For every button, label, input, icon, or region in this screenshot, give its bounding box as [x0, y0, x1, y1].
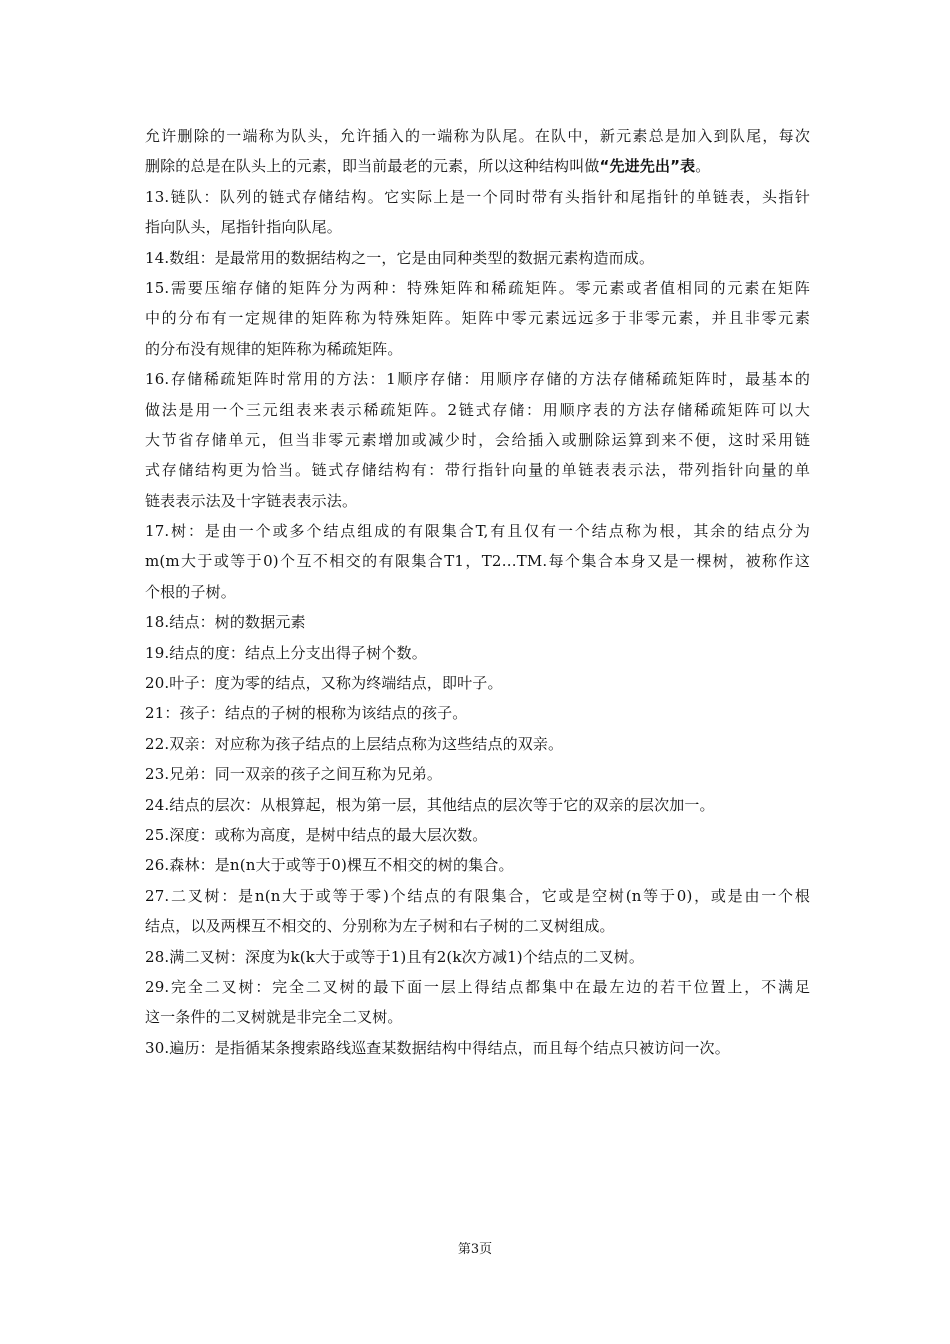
- text-line: 17.树：是由一个或多个结点组成的有限集合T,有且仅有一个结点称为根，其余的结点分为: [145, 522, 810, 541]
- text-line: 个根的子树。: [145, 582, 236, 601]
- text-line: 这一条件的二叉树就是非完全二叉树。: [145, 1008, 403, 1027]
- text-line: 16.存储稀疏矩阵时常用的方法：1顺序存储：用顺序存储的方法存储稀疏矩阵时，最基本的: [145, 370, 810, 389]
- text-line: m(m大于或等于0)个互不相交的有限集合T1，T2…TM.每个集合本身又是一棵树，被称作这: [145, 552, 810, 571]
- text-line: 中的分布有一定规律的矩阵称为特殊矩阵。矩阵中零元素远远多于非零元素，并且非零元素: [145, 309, 810, 328]
- text-line: 允许删除的一端称为队头，允许插入的一端称为队尾。在队中，新元素总是加入到队尾，每次: [145, 127, 810, 145]
- text-line: 19.结点的度：结点上分支出得子树个数。: [145, 643, 427, 662]
- text-line: 的分布没有规律的矩阵称为稀疏矩阵。: [145, 339, 403, 358]
- text-line: 指向队头，尾指针指向队尾。: [145, 218, 342, 237]
- text-segment: 删除的总是在队头上的元素，即当前最老的元素，所以这种结构叫做: [145, 157, 600, 176]
- text-line: 28.满二叉树：深度为k(k大于或等于1)且有2(k次方减1)个结点的二叉树。: [145, 947, 645, 966]
- text-line: 式存储结构更为恰当。链式存储结构有：带行指针向量的单链表表示法，带列指针向量的单: [145, 461, 810, 480]
- text-line: 30.遍历：是指循某条搜索路线巡查某数据结构中得结点，而且每个结点只被访问一次。: [145, 1038, 730, 1057]
- text-segment: 。: [695, 157, 711, 176]
- text-line: 21：孩子：结点的子树的根称为该结点的孩子。: [145, 704, 468, 723]
- text-line: 23.兄弟：同一双亲的孩子之间互称为兄弟。: [145, 765, 443, 784]
- text-line: 结点，以及两棵互不相交的、分别称为左子树和右子树的二叉树组成。: [145, 917, 615, 936]
- text-line: 14.数组：是最常用的数据结构之一，它是由同种类型的数据元素构造而成。: [145, 248, 655, 267]
- text-line: 13.链队：队列的链式存储结构。它实际上是一个同时带有头指针和尾指针的单链表，头指针: [145, 187, 810, 206]
- text-line: 大节省存储单元，但当非零元素增加或减少时，会给插入或删除运算到来不便，这时采用链: [145, 430, 810, 449]
- text-line: 29.完全二叉树：完全二叉树的最下面一层上得结点都集中在最左边的若干位置上，不满足: [145, 977, 810, 996]
- text-line: 26.森林：是n(n大于或等于0)棵互不相交的树的集合。: [145, 856, 514, 875]
- page-number: 第3页: [457, 1242, 493, 1257]
- text-line: 24.结点的层次：从根算起，根为第一层，其他结点的层次等于它的双亲的层次加一。: [145, 795, 715, 814]
- text-line: 链表表示法及十字链表表示法。: [145, 491, 358, 510]
- bold-term: “先进先出”表: [599, 157, 696, 176]
- text-line: 18.结点：树的数据元素: [145, 613, 306, 632]
- text-line: 做法是用一个三元组表来表示稀疏矩阵。2链式存储：用顺序表的方法存储稀疏矩阵可以大: [145, 400, 810, 419]
- text-line: 15.需要压缩存储的矩阵分为两种：特殊矩阵和稀疏矩阵。零元素或者值相同的元素在矩阵: [145, 278, 810, 297]
- text-line: 25.深度：或称为高度，是树中结点的最大层次数。: [145, 825, 488, 844]
- document-body: [145, 121, 810, 1063]
- text-line: 20.叶子：度为零的结点，又称为终端结点，即叶子。: [145, 674, 503, 693]
- text-line: [145, 151, 810, 181]
- text-line: 22.双亲：对应称为孩子结点的上层结点称为这些结点的双亲。: [145, 734, 564, 753]
- text-line: 27.二叉树：是n(n大于或等于零)个结点的有限集合，它或是空树(n等于0)，或是由一个根: [145, 886, 810, 905]
